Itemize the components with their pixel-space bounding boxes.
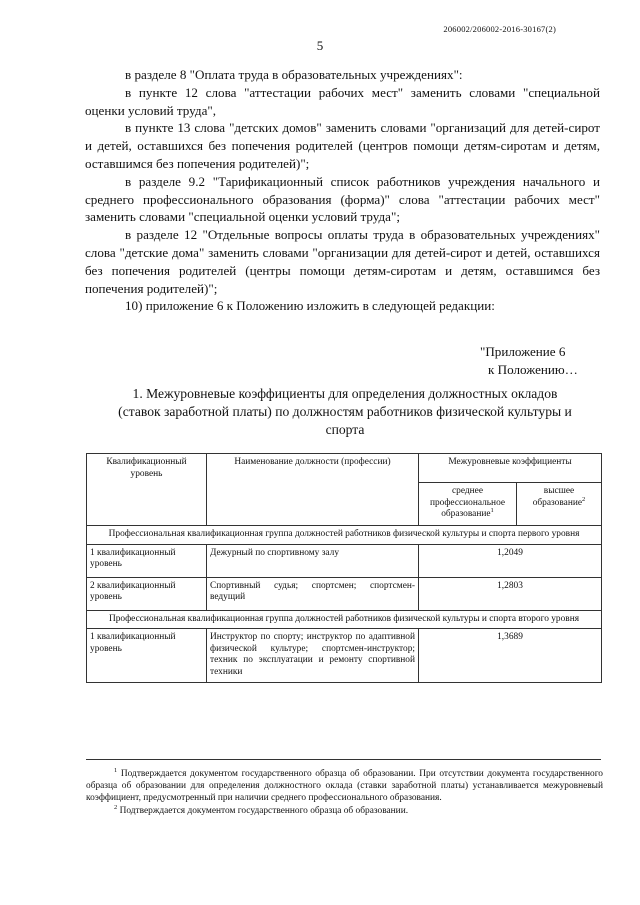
table-row bbox=[87, 544, 602, 577]
footnote-mark: 1 bbox=[490, 507, 494, 515]
header-secondary bbox=[419, 483, 517, 526]
group-row bbox=[87, 610, 602, 629]
section-title: 1. Межуровневые коэффициенты для определения должностных окладов (ставок заработной платы) по должностям работников физической культуры и спорта bbox=[118, 386, 572, 437]
footnote-text: Подтверждается документом государственного образца об образовании. При отсутствии документа государственного образца об образовании для определения должностного оклада (ставки заработной платы) устанавливается межуровневый коэффициент, предусмотренный при наличии среднего профессионального образования. bbox=[86, 769, 603, 804]
table-row bbox=[87, 629, 602, 682]
footnote-mark: 1 bbox=[114, 766, 118, 774]
footnote bbox=[86, 768, 603, 805]
footnote-separator bbox=[86, 759, 601, 760]
paragraph: в разделе 9.2 "Тарификационный список работников учреждения начального и среднего профессионального образования (форма)" слова "аттестации рабочих мест" заменить словами "специальной оценки условий труда"; bbox=[85, 173, 600, 225]
footnotes bbox=[86, 768, 603, 817]
group-title: Профессиональная квалификационная группа должностей работников физической культуры и спорта первого уровня bbox=[87, 526, 602, 545]
amendment-text bbox=[85, 66, 600, 315]
header-secondary-label: среднее профессиональное образование bbox=[429, 486, 506, 520]
header-coefficients: Межуровневые коэффициенты bbox=[419, 454, 602, 483]
paragraph: в разделе 8 "Оплата труда в образовательных учреждениях": bbox=[125, 67, 463, 82]
table-row bbox=[87, 577, 602, 610]
appendix-ref-line: "Приложение 6 bbox=[480, 344, 566, 359]
coefficients-table bbox=[86, 453, 602, 683]
cell-coefficient: 1,3689 bbox=[419, 629, 602, 682]
group-row bbox=[87, 526, 602, 545]
paragraph: 10) приложение 6 к Положению изложить в следующей редакции: bbox=[125, 298, 495, 314]
footnote bbox=[86, 805, 603, 817]
header-higher-label: высшее образование bbox=[532, 486, 583, 508]
cell-position: Инструктор по спорту; инструктор по адаптивной физической культуре; спортсмен-инструктор; техник по эксплуатации и ремонту спортивной техники bbox=[207, 629, 419, 682]
header-higher bbox=[517, 483, 602, 526]
footnote-mark: 2 bbox=[582, 495, 586, 503]
cell-level: 1 квалификационный уровень bbox=[87, 629, 207, 682]
appendix-reference bbox=[480, 343, 578, 379]
page-number: 5 bbox=[316, 38, 324, 53]
table-header-row bbox=[87, 454, 602, 483]
header-position: Наименование должности (профессии) bbox=[207, 454, 419, 526]
paragraph: в пункте 12 слова "аттестации рабочих мест" заменить словами "специальной оценки условий труда", bbox=[85, 84, 600, 118]
cell-position: Спортивный судья; спортсмен; спортсмен-ведущий bbox=[207, 577, 419, 610]
cell-level: 1 квалификационный уровень bbox=[87, 544, 207, 577]
paragraph: в пункте 13 слова "детских домов" заменить словами "организаций для детей-сирот и детей, оставшихся без попечения родителей (центров помощи детям-сиротам и детям, оставшимся без попечения родителей)"; bbox=[85, 120, 600, 171]
group-title: Профессиональная квалификационная группа должностей работников физической культуры и спорта второго уровня bbox=[87, 610, 602, 629]
cell-position: Дежурный по спортивному залу bbox=[207, 544, 419, 577]
paragraph: в разделе 12 "Отдельные вопросы оплаты труда в образовательных учреждениях" слова "детские дома" заменить словами "организации для детей-сирот и детей, оставшихся без попечения родителей (центры помощи детям-сиротам и детям, оставшимся без попечения родителей)"; bbox=[85, 227, 600, 296]
cell-coefficient: 1,2803 bbox=[419, 577, 602, 610]
appendix-ref-line: к Положению… bbox=[488, 361, 578, 377]
footnote-mark: 2 bbox=[114, 803, 118, 811]
cell-level: 2 квалификационный уровень bbox=[87, 577, 207, 610]
header-level: Квалификационный уровень bbox=[87, 454, 207, 526]
footnote-text: Подтверждается документом государственного образца об образовании. bbox=[119, 805, 409, 816]
document-id: 206002/206002-2016-30167(2) bbox=[443, 24, 556, 34]
cell-coefficient: 1,2049 bbox=[419, 544, 602, 577]
